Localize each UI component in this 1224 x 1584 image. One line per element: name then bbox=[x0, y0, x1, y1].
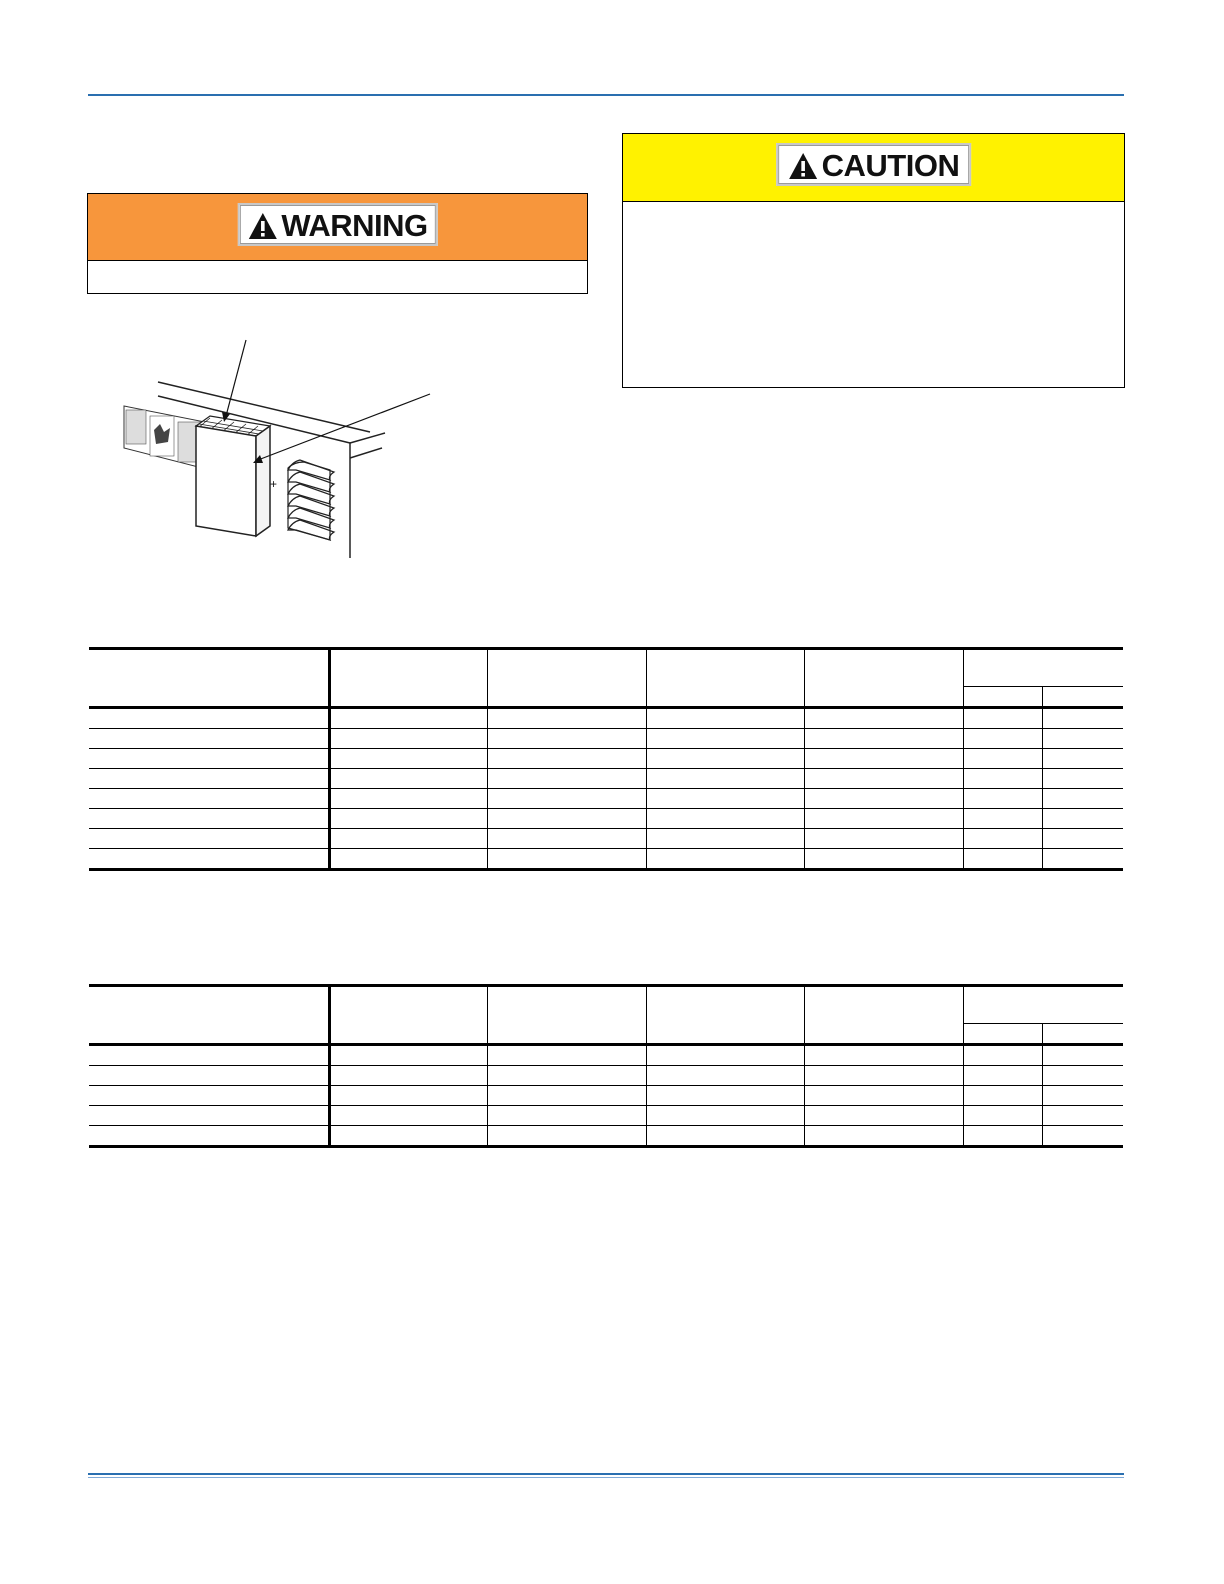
table-header-cell bbox=[646, 986, 804, 1045]
table-row bbox=[89, 829, 1123, 849]
warning-header bbox=[88, 194, 587, 261]
table-row bbox=[89, 1066, 1123, 1086]
caution-label-text: CAUTION bbox=[821, 147, 960, 183]
table-row bbox=[89, 1106, 1123, 1126]
table-header-cell bbox=[89, 986, 329, 1045]
table-subheader-cell bbox=[1042, 1024, 1123, 1045]
table-row bbox=[89, 749, 1123, 769]
table-row bbox=[89, 729, 1123, 749]
table-row bbox=[89, 1086, 1123, 1106]
table-row bbox=[89, 1045, 1123, 1066]
table-subheader-cell bbox=[963, 687, 1042, 708]
table-row bbox=[89, 849, 1123, 870]
spec-table-1 bbox=[89, 647, 1123, 871]
caution-label bbox=[776, 143, 972, 186]
caution-header bbox=[623, 134, 1124, 202]
plus-sign: + bbox=[270, 477, 278, 491]
table-header-cell bbox=[804, 986, 963, 1045]
caution-box bbox=[622, 133, 1125, 388]
table-header-cell bbox=[89, 649, 329, 708]
table-header-cell bbox=[329, 986, 487, 1045]
table-header-cell bbox=[487, 986, 646, 1045]
unit-illustration bbox=[110, 330, 500, 570]
spec-table-2 bbox=[89, 984, 1123, 1148]
table-subheader-cell bbox=[1042, 687, 1123, 708]
table-header-cell bbox=[329, 649, 487, 708]
footer-rule bbox=[88, 1473, 1124, 1475]
table-group-header bbox=[963, 986, 1123, 1024]
table-subheader-cell bbox=[963, 1024, 1042, 1045]
warning-box bbox=[87, 193, 588, 294]
table-row bbox=[89, 708, 1123, 729]
table-header-cell bbox=[487, 649, 646, 708]
warning-label bbox=[237, 203, 437, 246]
footer-rule-thin bbox=[88, 1477, 1124, 1478]
warning-label-text: WARNING bbox=[281, 207, 428, 243]
table-row bbox=[89, 809, 1123, 829]
table-header-cell bbox=[804, 649, 963, 708]
table-row bbox=[89, 1126, 1123, 1147]
header-rule bbox=[88, 94, 1124, 96]
alert-triangle-icon bbox=[247, 212, 277, 240]
table-header-cell bbox=[646, 649, 804, 708]
table-group-header bbox=[963, 649, 1123, 687]
alert-triangle-icon bbox=[788, 152, 818, 180]
table-row bbox=[89, 789, 1123, 809]
table-row bbox=[89, 769, 1123, 789]
